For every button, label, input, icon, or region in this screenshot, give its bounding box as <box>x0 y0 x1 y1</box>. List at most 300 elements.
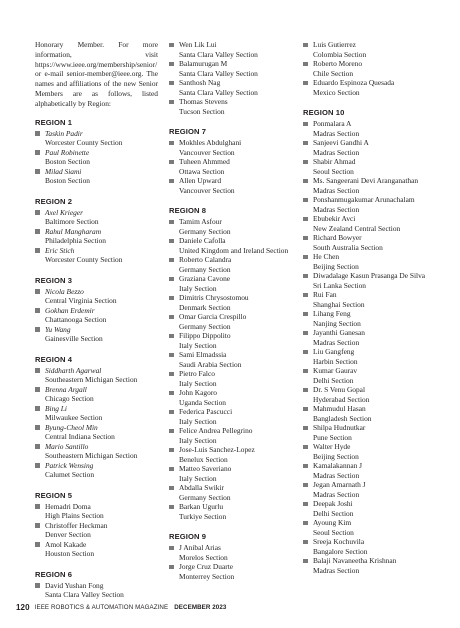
square-bullet-icon <box>303 274 308 279</box>
member-section: Delhi Section <box>313 375 354 385</box>
member-section: Santa Clara Valley Section <box>179 87 258 97</box>
member-name: Sanjeevi Gandhi A <box>313 138 369 147</box>
square-bullet-icon <box>169 315 174 320</box>
list-item <box>303 59 426 78</box>
list-item <box>169 426 292 445</box>
list-item <box>303 366 426 385</box>
column-2 <box>169 40 292 591</box>
member-list <box>35 581 158 600</box>
list-item <box>35 287 158 306</box>
member-name: Pietro Falco <box>179 369 215 378</box>
member-name: Milad Siami <box>45 166 82 176</box>
square-bullet-icon <box>35 406 40 411</box>
square-bullet-icon <box>303 559 308 564</box>
member-section: Southeastern Michigan Section <box>45 451 138 461</box>
square-bullet-icon <box>169 277 174 282</box>
list-item <box>169 502 292 521</box>
member-name: Rui Fan <box>313 290 337 299</box>
square-bullet-icon <box>303 179 308 184</box>
magazine-title: IEEE ROBOTICS & AUTOMATION MAGAZINE <box>34 603 169 611</box>
list-item <box>169 293 292 312</box>
list-item <box>303 195 426 214</box>
list-item <box>303 556 426 575</box>
list-item <box>169 274 292 293</box>
member-section: Shanghai Section <box>313 299 365 309</box>
member-name: J Anibal Arias <box>179 543 221 552</box>
member-name: Nicola Bezzo <box>45 286 84 296</box>
list-item <box>169 350 292 369</box>
member-section: Saudi Arabia Section <box>179 359 242 369</box>
member-name: Mahmudul Hasan <box>313 404 366 413</box>
region-heading: REGION 1 <box>35 117 73 127</box>
square-bullet-icon <box>303 293 308 298</box>
list-item <box>35 442 158 461</box>
member-name: Dimitris Chrysostomou <box>179 293 249 302</box>
list-item <box>35 540 158 559</box>
member-name: Diwadalage Kasun Prasanga De Silva <box>313 271 426 280</box>
member-list <box>35 502 158 559</box>
list-item <box>303 499 426 518</box>
region-heading: REGION 8 <box>169 206 207 215</box>
member-section: Nanjing Section <box>313 318 361 328</box>
member-section: Beijing Section <box>313 451 359 461</box>
member-section: Italy Section <box>179 473 217 483</box>
square-bullet-icon <box>169 391 174 396</box>
member-name: Shabir Ahmad <box>313 157 356 166</box>
member-name: Yu Wang <box>45 324 71 334</box>
square-bullet-icon <box>303 43 308 48</box>
list-item <box>169 445 292 464</box>
region-heading: REGION 4 <box>35 354 73 364</box>
region-heading: REGION 9 <box>169 532 207 541</box>
member-name: Liu Gangfeng <box>313 347 355 356</box>
page-number: 120 <box>16 602 30 612</box>
square-bullet-icon <box>169 429 174 434</box>
list-item <box>35 423 158 442</box>
member-section: Colombia Section <box>313 49 367 59</box>
member-name: Allen Upward <box>179 176 222 185</box>
region-heading: REGION 5 <box>35 490 73 500</box>
member-name: Brenna Argall <box>45 384 87 394</box>
square-bullet-icon <box>35 504 40 509</box>
member-section: Gainesville Section <box>45 334 103 344</box>
member-section: Denmark Section <box>179 302 231 312</box>
list-item <box>35 246 158 265</box>
square-bullet-icon <box>303 217 308 222</box>
member-section: Worcester County Section <box>45 138 123 148</box>
member-section: Bangalore Section <box>313 546 368 556</box>
member-section: Bangladesh Section <box>313 413 372 423</box>
member-section: Vancouver Section <box>179 147 235 157</box>
member-section: Seoul Section <box>313 527 354 537</box>
member-section: Madras Section <box>313 337 360 347</box>
member-name: Eduardo Espinoza Quesada <box>313 78 395 87</box>
member-section: Chile Section <box>313 68 354 78</box>
member-list <box>169 40 292 116</box>
list-item <box>303 176 426 195</box>
member-section: Baltimore Section <box>45 217 99 227</box>
member-name: Wen Lik Lui <box>179 40 217 49</box>
member-section: Philadelphia Section <box>45 236 106 246</box>
square-bullet-icon <box>303 483 308 488</box>
member-name: Barkan Ugurlu <box>179 502 224 511</box>
member-section: Southeastern Michigan Section <box>45 375 138 385</box>
member-name: Filippo Dippolito <box>179 331 231 340</box>
member-name: Thomas Stevens <box>179 97 228 106</box>
list-item <box>303 119 426 138</box>
list-item <box>35 502 158 521</box>
member-name: Omar Garcia Crespillo <box>179 312 247 321</box>
list-item <box>169 483 292 502</box>
square-bullet-icon <box>169 353 174 358</box>
square-bullet-icon <box>35 248 40 253</box>
square-bullet-icon <box>169 334 174 339</box>
member-name: Santhosh Nag <box>179 78 221 87</box>
member-section: Denver Section <box>45 530 91 540</box>
list-item <box>169 464 292 483</box>
square-bullet-icon <box>169 505 174 510</box>
member-name: Matteo Saveriano <box>179 464 232 473</box>
member-name: Rahul Mangharam <box>45 226 102 236</box>
member-section: Madras Section <box>313 470 360 480</box>
list-item <box>303 40 426 59</box>
list-item <box>169 138 292 157</box>
square-bullet-icon <box>169 296 174 301</box>
square-bullet-icon <box>169 100 174 105</box>
member-name: Daniele Cafolla <box>179 236 226 245</box>
square-bullet-icon <box>169 448 174 453</box>
member-name: Ebubekir Avci <box>313 214 356 223</box>
square-bullet-icon <box>303 540 308 545</box>
member-name: Felice Andrea Pellegrino <box>179 426 253 435</box>
member-section: Vancouver Section <box>179 185 235 195</box>
intro-paragraph: Honorary Member. For more information, visit https://www.ieee.org/membership/senior/ or e-mail senior-member@ieee.org. The names and affiliations of the new Senior Members are as follows, listed alphabetically by Region: <box>35 40 158 108</box>
member-list <box>169 217 292 521</box>
list-item <box>169 59 292 78</box>
member-name: Kamalakannan J <box>313 461 363 470</box>
member-section: Germany Section <box>179 226 231 236</box>
member-section: Italy Section <box>179 283 217 293</box>
square-bullet-icon <box>303 445 308 450</box>
member-section: Santa Clara Valley Section <box>179 49 258 59</box>
member-name: Patrick Wensing <box>45 460 94 470</box>
square-bullet-icon <box>303 236 308 241</box>
square-bullet-icon <box>303 255 308 260</box>
member-name: Sreeja Kochuvila <box>313 537 365 546</box>
square-bullet-icon <box>169 258 174 263</box>
square-bullet-icon <box>303 464 308 469</box>
member-name: Axel Krieger <box>45 207 83 217</box>
square-bullet-icon <box>35 289 40 294</box>
list-item <box>35 129 158 148</box>
list-item <box>303 537 426 556</box>
list-item <box>303 328 426 347</box>
member-section: Madras Section <box>313 204 360 214</box>
member-section: Benelux Section <box>179 454 228 464</box>
list-item <box>169 255 292 274</box>
square-bullet-icon <box>35 523 40 528</box>
square-bullet-icon <box>303 426 308 431</box>
list-item <box>169 157 292 176</box>
square-bullet-icon <box>169 62 174 67</box>
member-name: Amol Kakade <box>45 539 87 549</box>
member-name: Abdalla Swikir <box>179 483 224 492</box>
member-section: Mexico Section <box>313 87 360 97</box>
square-bullet-icon <box>303 502 308 507</box>
member-name: Ponmalara A <box>313 119 352 128</box>
square-bullet-icon <box>35 210 40 215</box>
square-bullet-icon <box>169 486 174 491</box>
region-heading: REGION 7 <box>169 127 207 136</box>
list-item <box>169 97 292 116</box>
member-section: Madras Section <box>313 128 360 138</box>
member-section: Madras Section <box>313 185 360 195</box>
list-item <box>169 236 292 255</box>
list-item <box>35 306 158 325</box>
member-name: Sami Elmadssia <box>179 350 227 359</box>
list-item <box>303 442 426 461</box>
list-item <box>169 40 292 59</box>
member-section: Worcester County Section <box>45 255 123 265</box>
member-name: Siddharth Agarwal <box>45 365 102 375</box>
square-bullet-icon <box>303 369 308 374</box>
region-heading: REGION 10 <box>303 108 345 117</box>
member-name: Tamim Asfour <box>179 217 222 226</box>
member-name: Walter Hyde <box>313 442 351 451</box>
member-section: Central Indiana Section <box>45 432 115 442</box>
square-bullet-icon <box>303 312 308 317</box>
member-name: Jayanthi Ganesan <box>313 328 365 337</box>
member-section: Germany Section <box>179 264 231 274</box>
member-list <box>35 287 158 344</box>
member-name: He Chen <box>313 252 340 261</box>
member-section: Pune Section <box>313 432 352 442</box>
member-name: Kumar Gaurav <box>313 366 358 375</box>
list-item <box>35 385 158 404</box>
square-bullet-icon <box>303 160 308 165</box>
member-list <box>303 119 426 575</box>
member-section: Madras Section <box>313 565 360 575</box>
member-section: New Zealand Central Section <box>313 223 401 233</box>
member-name: Ponshanmugakumar Arunachalam <box>313 195 415 204</box>
list-item <box>169 176 292 195</box>
square-bullet-icon <box>169 372 174 377</box>
member-name: Deepak Joshi <box>313 499 353 508</box>
list-item <box>169 388 292 407</box>
list-item <box>303 157 426 176</box>
member-name: Balamurugan M <box>179 59 228 68</box>
list-item <box>169 217 292 236</box>
column-1 <box>35 40 158 610</box>
square-bullet-icon <box>169 220 174 225</box>
member-section: Santa Clara Valley Section <box>179 68 258 78</box>
list-item <box>35 148 158 167</box>
square-bullet-icon <box>169 565 174 570</box>
list-item <box>169 562 292 581</box>
member-section: Chattanooga Section <box>45 315 107 325</box>
column-3 <box>303 40 426 585</box>
member-section: Germany Section <box>179 492 231 502</box>
member-name: Jegan Amarnath J <box>313 480 366 489</box>
square-bullet-icon <box>35 583 40 588</box>
member-section: Madras Section <box>313 489 360 499</box>
square-bullet-icon <box>35 308 40 313</box>
list-item <box>303 461 426 480</box>
square-bullet-icon <box>169 81 174 86</box>
list-item <box>35 208 158 227</box>
square-bullet-icon <box>35 425 40 430</box>
square-bullet-icon <box>303 81 308 86</box>
list-item <box>169 312 292 331</box>
member-section: Harbin Section <box>313 356 358 366</box>
member-section: Milwaukee Section <box>45 413 103 423</box>
list-item <box>35 366 158 385</box>
member-name: Ms. Sangeerani Devi Aranganathan <box>313 176 419 185</box>
list-item <box>35 521 158 540</box>
square-bullet-icon <box>35 542 40 547</box>
page-footer <box>16 602 446 612</box>
member-name: Roberto Calandra <box>179 255 232 264</box>
list-item <box>303 385 426 404</box>
member-name: Mokhles Abdulghani <box>179 138 242 147</box>
square-bullet-icon <box>35 229 40 234</box>
square-bullet-icon <box>303 198 308 203</box>
member-name: Byung-Cheol Min <box>45 422 98 432</box>
list-item <box>169 369 292 388</box>
list-item <box>303 480 426 499</box>
list-item <box>303 138 426 157</box>
square-bullet-icon <box>35 463 40 468</box>
list-item <box>303 271 426 290</box>
member-section: Monterrey Section <box>179 571 235 581</box>
list-item <box>169 543 292 562</box>
square-bullet-icon <box>35 169 40 174</box>
member-section: Morelos Section <box>179 552 228 562</box>
list-item <box>303 423 426 442</box>
member-section: Delhi Section <box>313 508 354 518</box>
member-list <box>169 138 292 195</box>
list-item <box>303 214 426 233</box>
region-heading: REGION 2 <box>35 196 73 206</box>
square-bullet-icon <box>303 331 308 336</box>
square-bullet-icon <box>169 179 174 184</box>
member-name: Lihang Feng <box>313 309 351 318</box>
member-name: Dr. S Venu Gopal <box>313 385 366 394</box>
list-item <box>35 404 158 423</box>
square-bullet-icon <box>169 141 174 146</box>
region-heading: REGION 6 <box>35 569 73 579</box>
member-name: Tuheen Ahmmed <box>179 157 230 166</box>
member-section: Italy Section <box>179 435 217 445</box>
list-item <box>169 331 292 350</box>
member-section: High Plains Section <box>45 511 104 521</box>
square-bullet-icon <box>303 521 308 526</box>
square-bullet-icon <box>169 410 174 415</box>
square-bullet-icon <box>303 407 308 412</box>
list-item <box>35 325 158 344</box>
member-section: Turkiye Section <box>179 511 227 521</box>
member-section: Beijing Section <box>313 261 359 271</box>
square-bullet-icon <box>303 388 308 393</box>
list-item <box>35 461 158 480</box>
member-name: Mario Santillo <box>45 441 89 451</box>
square-bullet-icon <box>303 141 308 146</box>
list-item <box>303 233 426 252</box>
list-item <box>35 227 158 246</box>
member-section: Italy Section <box>179 340 217 350</box>
member-section: Sri Lanka Section <box>313 280 366 290</box>
member-section: Boston Section <box>45 176 90 186</box>
member-section: United Kingdom and Ireland Section <box>179 245 289 255</box>
square-bullet-icon <box>169 467 174 472</box>
member-name: Gokhan Erdemir <box>45 305 95 315</box>
square-bullet-icon <box>35 150 40 155</box>
member-name: Balaji Navaneetha Krishnan <box>313 556 397 565</box>
square-bullet-icon <box>35 368 40 373</box>
member-name: Jose-Luis Sanchez-Lopez <box>179 445 255 454</box>
member-name: Eric Stich <box>45 245 75 255</box>
issue-date: DECEMBER 2023 <box>174 603 227 611</box>
member-name: Christoffer Heckman <box>45 520 108 530</box>
member-name: Shilpa Hudnutkar <box>313 423 366 432</box>
member-list <box>169 543 292 581</box>
list-item <box>169 407 292 426</box>
member-list <box>303 40 426 97</box>
square-bullet-icon <box>169 43 174 48</box>
member-section: Italy Section <box>179 416 217 426</box>
list-item <box>35 581 158 600</box>
square-bullet-icon <box>169 239 174 244</box>
member-section: Seoul Section <box>313 166 354 176</box>
member-list <box>35 129 158 186</box>
list-item <box>303 347 426 366</box>
member-name: Roberto Moreno <box>313 59 363 68</box>
member-section: Houston Section <box>45 549 95 559</box>
member-name: Graziana Cavone <box>179 274 231 283</box>
member-section: Germany Section <box>179 321 231 331</box>
member-name: Bing Li <box>45 403 67 413</box>
square-bullet-icon <box>35 387 40 392</box>
member-section: Tucson Section <box>179 106 225 116</box>
member-name: Hemadri Doma <box>45 501 91 511</box>
member-name: Paul Robinette <box>45 147 90 157</box>
member-section: Madras Section <box>313 147 360 157</box>
list-item <box>303 290 426 309</box>
square-bullet-icon <box>35 444 40 449</box>
square-bullet-icon <box>303 122 308 127</box>
list-item <box>169 78 292 97</box>
member-section: Boston Section <box>45 157 90 167</box>
member-section: Central Virginia Section <box>45 296 117 306</box>
member-name: Taskin Padir <box>45 128 83 138</box>
list-item <box>303 252 426 271</box>
member-section: South Australia Section <box>313 242 383 252</box>
member-name: David Yushan Fong <box>45 580 104 590</box>
member-name: Luis Gutierrez <box>313 40 356 49</box>
square-bullet-icon <box>303 62 308 67</box>
member-section: Italy Section <box>179 378 217 388</box>
list-item <box>303 309 426 328</box>
list-item <box>303 404 426 423</box>
member-name: Richard Bowyer <box>313 233 362 242</box>
member-section: Uganda Section <box>179 397 226 407</box>
member-name: John Kagoro <box>179 388 217 397</box>
square-bullet-icon <box>169 160 174 165</box>
member-section: Hyderabad Section <box>313 394 370 404</box>
region-heading: REGION 3 <box>35 275 73 285</box>
member-list <box>35 208 158 265</box>
member-name: Jorge Cruz Duarte <box>179 562 234 571</box>
